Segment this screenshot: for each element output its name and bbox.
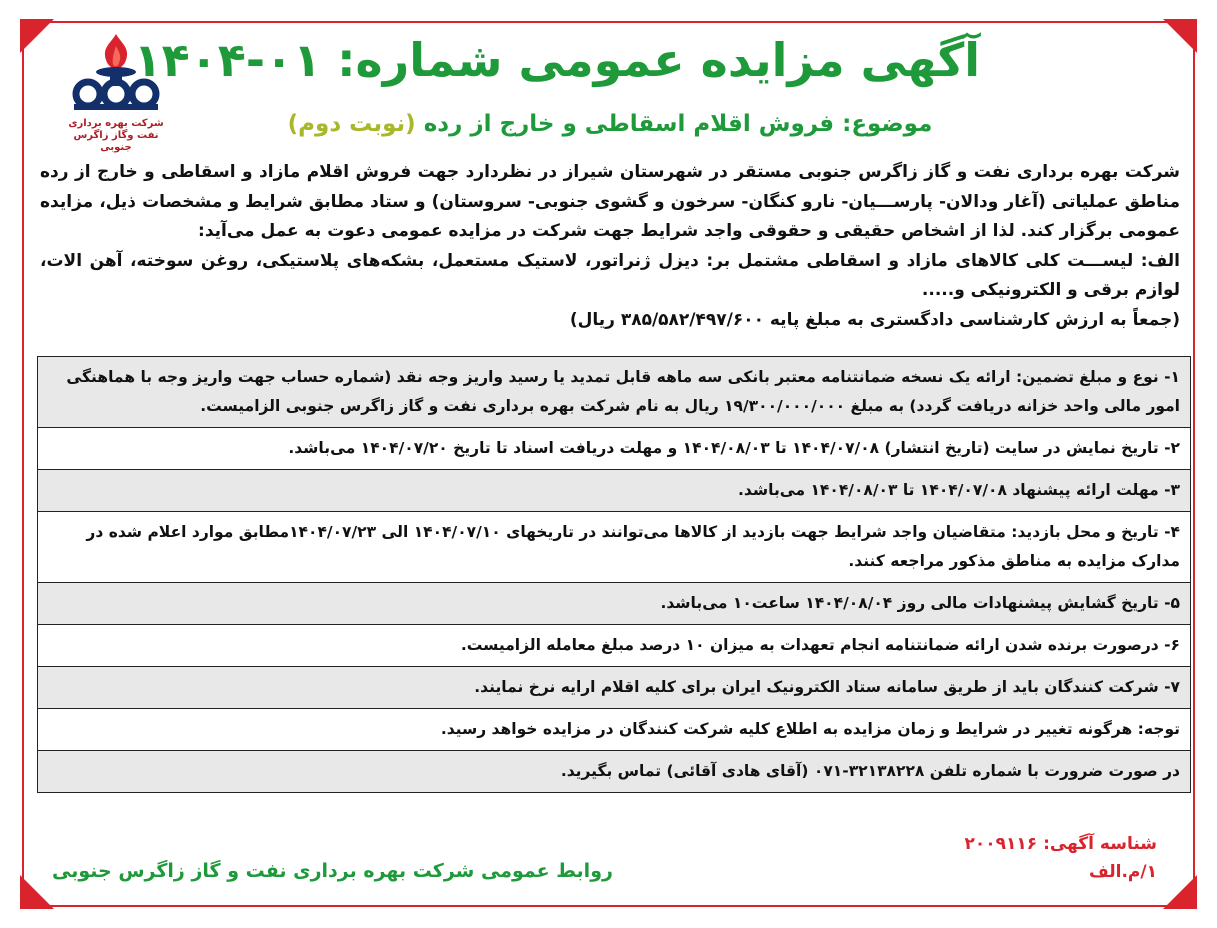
logo-caption-line1: شرکت بهره برداری bbox=[68, 118, 164, 129]
condition-row: ۳- مهلت ارائه پیشنهاد ۱۴۰۴/۰۷/۰۸ تا ۱۴۰۴/۰۸/۰۳ می‌باشد. bbox=[37, 470, 1191, 512]
logo-caption-line2: نفت وگاز زاگرس جنوبی bbox=[73, 130, 159, 153]
subject-turn: (نوبت دوم) bbox=[287, 111, 416, 137]
base-price-paragraph: (جمعاً به ارزش کارشناسی دادگستری به مبلغ پایه ۳۸۵/۵۸۲/۴۹۷/۶۰۰ ریال) bbox=[569, 309, 1180, 330]
condition-row: ۲- تاریخ نمایش در سایت (تاریخ انتشار) ۱۴۰۴/۰۷/۰۸ تا ۱۴۰۴/۰۸/۰۳ و مهلت دریافت اسناد تا تاریخ ۱۴۰۴/۰۷/۲۰ می‌باشد. bbox=[37, 428, 1191, 470]
condition-row: در صورت ضرورت با شماره تلفن ۳۲۱۳۸۲۲۸-۰۷۱ (آقای هادی آقائی) تماس بگیرید. bbox=[37, 751, 1191, 793]
intro-text bbox=[40, 158, 1180, 335]
condition-row: ۱- نوع و مبلغ تضمین: ارائه یک نسخه ضمانتنامه معتبر بانکی سه ماهه قابل تمدید یا رسید واریز وجه نقد (شماره حساب جهت واریز وجه با هماهنگی امور مالی واحد خزانه دریافت گردد) به مبلغ ۱۹/۳۰۰/۰۰۰/۰۰۰ ریال به نام شرکت بهره برداری نفت و گاز زاگرس جنوبی الزامیست. bbox=[37, 356, 1191, 428]
frame-corner-bottom-left bbox=[20, 875, 54, 909]
frame-corner-bottom-right bbox=[1163, 875, 1197, 909]
condition-row: ۷- شرکت کنندگان باید از طریق سامانه ستاد الکترونیک ایران برای کلیه اقلام ارایه نرخ نمایند. bbox=[37, 667, 1191, 709]
condition-row: ۵- تاریخ گشایش پیشنهادات مالی روز ۱۴۰۴/۰۸/۰۴ ساعت۱۰ می‌باشد. bbox=[37, 583, 1191, 625]
frame-corner-top-right bbox=[1163, 19, 1197, 53]
ad-id-label: شناسه آگهی: ۲۰۰۹۱۱۶ bbox=[964, 834, 1157, 854]
condition-row: توجه: هرگونه تغییر در شرایط و زمان مزایده به اطلاع کلیه شرکت کنندگان در مزایده خواهد رسید. bbox=[37, 709, 1191, 751]
page-title: آگهی مزایده عمومی شماره: ۰۱-۱۴۰۴ bbox=[133, 33, 980, 87]
condition-row: ۶- درصورت برنده شدن ارائه ضمانتنامه انجام تعهدات به میزان ۱۰ درصد مبلغ معامله الزامیست. bbox=[37, 625, 1191, 667]
conditions-table bbox=[37, 356, 1191, 793]
subject-line bbox=[240, 104, 980, 144]
frame-corner-top-left bbox=[20, 19, 54, 53]
subject-label: موضوع: فروش اقلام اسقاطی و خارج از رده bbox=[423, 111, 933, 137]
footer-public-relations: روابط عمومی شرکت بهره برداری نفت و گاز زاگرس جنوبی bbox=[52, 860, 613, 882]
condition-row: ۴- تاریخ و محل بازدید: متقاضیان واجد شرایط جهت بازدید از کالاها می‌توانند در تاریخهای ۱۴۰۴/۰۷/۱۰ الی ۱۴۰۴/۰۷/۲۳مطابق موارد اعلام شده در مدارک مزایده به مناطق مذکور مراجعه کنند. bbox=[37, 512, 1191, 583]
intro-paragraph: شرکت بهره برداری نفت و گاز زاگرس جنوبی مستقر در شهرستان شیراز در نظردارد جهت فروش اقلام مازاد و اسقاطی و خارج از رده مناطق عملیاتی (آغار ودالان- پارســـیان- نارو کنگان- سرخون و گشوی جنوبی- سروستان) و ستاد مطابق شرایط و مشخصات ذیل، مزایده عمومی برگزار کند. لذا از اشخاص حقیقی و حقوقی واجد شرایط جهت شرکت در مزایده عمومی دعوت به عمل می‌آید: bbox=[40, 162, 1180, 241]
ad-identifier bbox=[965, 830, 1157, 886]
goods-list-paragraph: الف: لیســـت کلی کالاهای مازاد و اسقاطی مشتمل بر: دیزل ژنراتور، لاستیک مستعمل، بشکه‌های پلاستیکی، روغن سوخته، آهن الات، لوازم برقی و الکترونیکی و..... bbox=[40, 250, 1180, 300]
ad-id-code: ۱/م.الف bbox=[1089, 862, 1157, 882]
